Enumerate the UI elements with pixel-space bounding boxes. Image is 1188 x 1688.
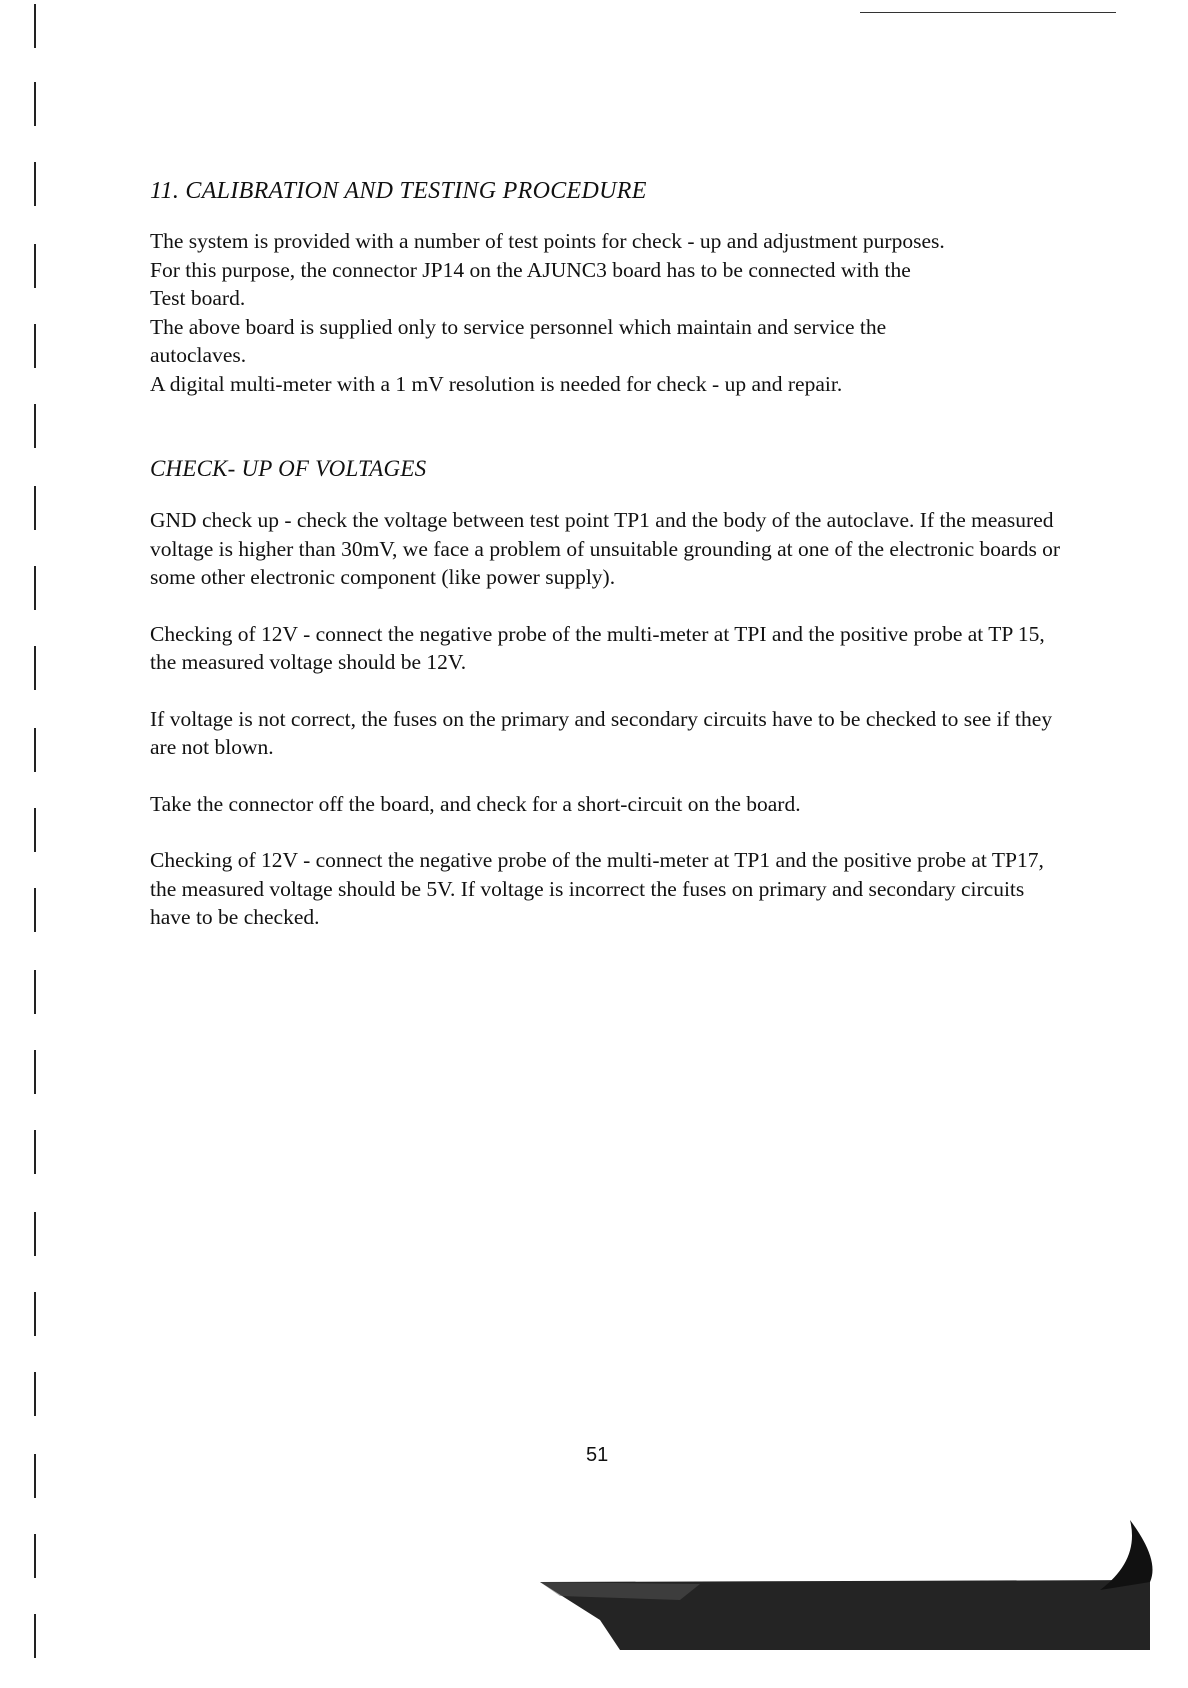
page-number: 51 <box>586 1444 609 1466</box>
paragraph-short-circuit: Take the connector off the board, and check for a short-circuit on the board. <box>150 791 801 816</box>
intro-line: A digital multi-meter with a 1 mV resolution is needed for check - up and repair. <box>150 371 843 396</box>
paragraph-fuse-check: If voltage is not correct, the fuses on the primary and secondary circuits have to be checked to see if they are not blown. <box>150 706 1053 759</box>
intro-line: For this purpose, the connector JP14 on the AJUNC3 board has to be connected with the <box>150 257 911 282</box>
intro-line: The system is provided with a number of test points for check - up and adjustment purposes. <box>150 229 945 253</box>
intro-line: Test board. <box>150 286 246 310</box>
section-heading: 11. CALIBRATION AND TESTING PROCEDURE <box>150 178 647 204</box>
paragraph-5v-check: Checking of 12V - connect the negative probe of the multi-meter at TP1 and the positive probe at TP17, the measured voltage should be 5V. If voltage is incorrect the fuses on primary and secondary circuits have to be checked. <box>150 848 1044 929</box>
intro-line: autoclaves. <box>150 343 247 367</box>
subsection-heading: CHECK- UP OF VOLTAGES <box>150 456 427 481</box>
intro-line: The above board is supplied only to service personnel which maintain and service the <box>150 314 887 339</box>
paragraph-12v-check: Checking of 12V - connect the negative probe of the multi-meter at TPI and the positive probe at TP 15, the measured voltage should be 12V. <box>150 621 1045 674</box>
paragraph-gnd-check: GND check up - check the voltage between test point TP1 and the body of the autoclave. If the measured voltage is higher than 30mV, we face a problem of unsuitable grounding at one of the electronic boards or some other electronic component (like power supply). <box>150 508 1061 589</box>
